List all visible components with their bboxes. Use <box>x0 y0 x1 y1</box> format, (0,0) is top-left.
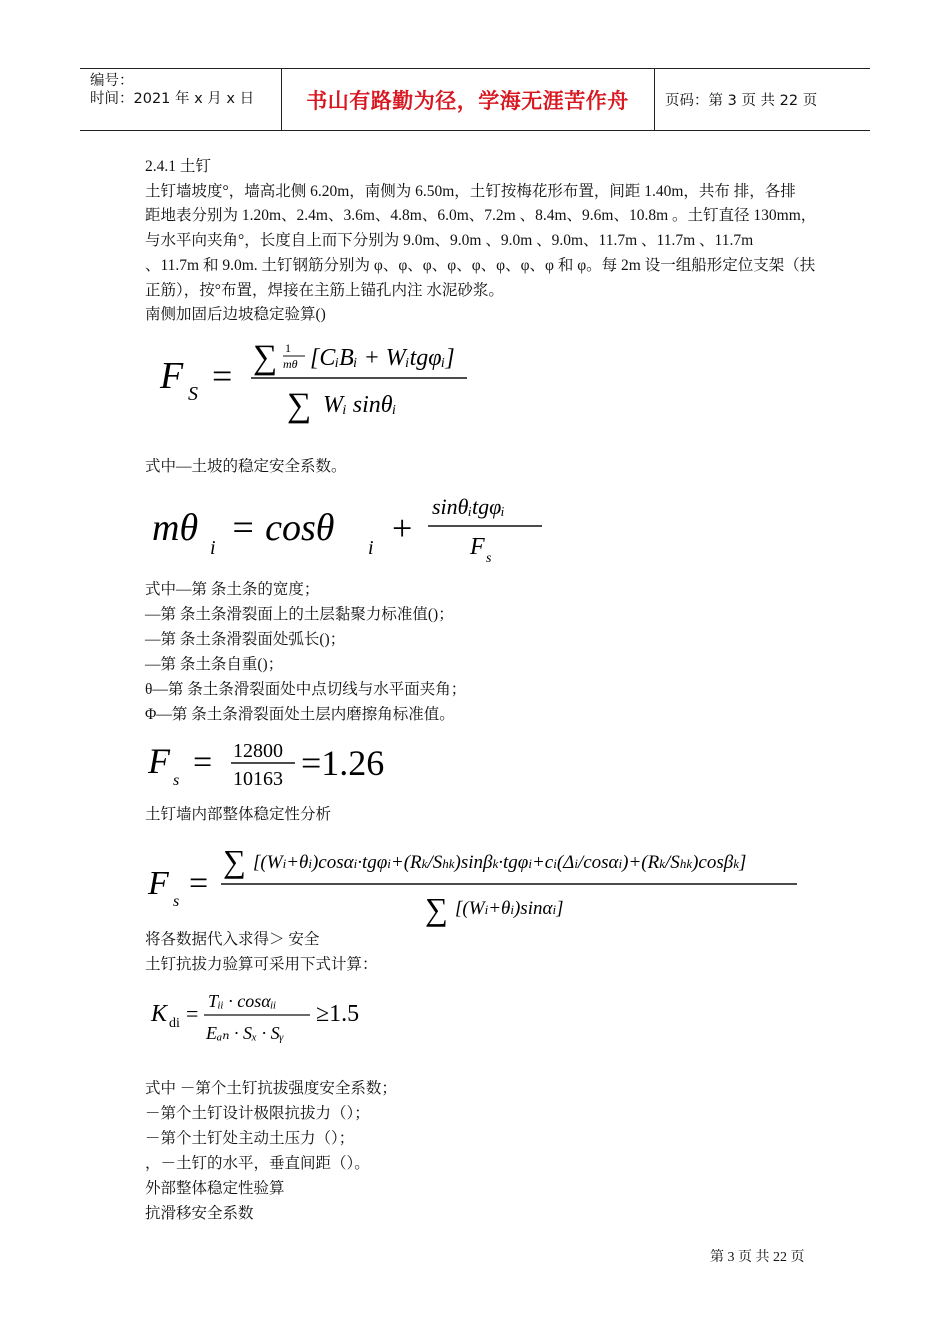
date-label: 时间：2021 年 x 月 x 日 <box>90 91 255 107</box>
def-line-6: Φ—第 条土条滑裂面处土层内磨擦角标准值。 <box>145 706 455 723</box>
internal-analysis: 土钉墙内部整体稳定性分析 <box>145 806 332 823</box>
f1-m: mθ <box>283 357 298 371</box>
formula-fs-bishop <box>155 330 485 430</box>
f5-den: Eₐₙ · Sₓ · Sᵧ <box>206 1023 284 1043</box>
svg-text:=: = <box>189 865 209 902</box>
f1-eq: = <box>212 356 233 396</box>
pullout-def-2: －第个土钉设计极限抗拔力（）； <box>145 1105 370 1122</box>
header-motto-cell <box>281 69 655 130</box>
f1-one: 1 <box>285 341 291 355</box>
f5-lhs: K <box>151 1001 168 1027</box>
svg-text:[(Wi+θi)cosαi·tgφi+(Rk/Shk)sin: [(Wi+θi)cosαi·tgφi+(Rk/Shk)sinβk·tgφi+ci(Δi/cosαi)+(Rk/Shk)cosβk] <box>253 852 747 873</box>
section-title: 2.4.1 土钉 <box>145 158 211 175</box>
def-line-2: —第 条土条滑裂面上的土层黏聚力标准值()； <box>145 606 454 623</box>
page-footer: 第 3 页 共 22 页 <box>710 1250 805 1265</box>
svg-text:=: = <box>186 1001 199 1026</box>
pullout-def-1: 式中 －第个土钉抗拔强度安全系数； <box>145 1080 397 1097</box>
f2-den: F <box>470 534 485 560</box>
svg-text:∑: ∑ <box>223 843 246 879</box>
f3-lhs: F <box>148 741 170 781</box>
para1-line2: 距地表分别为 1.20m、2.4m、3.6m、4.8m、6.0m、7.2m 、8.4m、9.6m、10.8m 。土钉直径 130mm， <box>145 207 817 224</box>
def-line-1: 式中—第 条土条的宽度； <box>145 581 320 598</box>
f5-rhs: ≥1.5 <box>316 1001 360 1027</box>
f5-num: Tᵢᵢ · cosαᵢᵢ <box>208 991 277 1011</box>
formula-m-theta <box>150 488 550 570</box>
svg-text:F: F <box>148 865 169 902</box>
page-label: 页码：第 3 页 共 22 页 <box>665 93 818 109</box>
motto: 书山有路勤为径，学海无涯苦作舟 <box>306 88 629 113</box>
f1-sub: S <box>188 383 198 405</box>
sum-symbol-icon: ∑ <box>287 387 312 424</box>
formula-fs-result <box>145 735 425 797</box>
sum-symbol-icon: ∑ <box>253 339 278 376</box>
para1-line5: 正筋），按°布置，焊接在主筋上锚孔内注 水泥砂浆。 <box>145 282 504 299</box>
f2-plus: + <box>392 508 413 548</box>
formula-fs-internal <box>145 828 810 928</box>
def-line-3: —第 条土条滑裂面处弧长()； <box>145 631 346 648</box>
f2-den-sub: s <box>486 551 492 566</box>
f3-result: =1.26 <box>301 743 385 783</box>
f1-num: [CᵢBᵢ + Wᵢtgφᵢ] <box>310 345 455 371</box>
substitute-line: 将各数据代入求得＞ 安全 <box>145 931 320 948</box>
pullout-def-3: －第个土钉处主动土压力（）； <box>145 1130 355 1147</box>
f2-sub: i <box>210 537 216 559</box>
f1-den: Wᵢ sinθᵢ <box>323 392 397 418</box>
f2-mid: = cosθ <box>230 507 335 549</box>
where-line-1: 式中—土坡的稳定安全系数。 <box>145 458 347 475</box>
svg-text:∑: ∑ <box>425 891 448 927</box>
page-header <box>80 68 870 131</box>
def-line-4: —第 条土条自重()； <box>145 656 284 673</box>
svg-text:s: s <box>173 772 180 789</box>
f3-num: 12800 <box>233 740 283 762</box>
south-check-heading: 南侧加固后边坡稳定验算() <box>145 306 326 323</box>
para1-line3: 与水平向夹角°，长度自上而下分别为 9.0m、9.0m 、9.0m 、9.0m、11.7m 、11.7m 、11.7m <box>145 232 754 249</box>
external-check: 外部整体稳定性验算 <box>145 1180 285 1197</box>
f1-lhs: F <box>160 355 184 397</box>
number-label: 编号： <box>90 73 134 89</box>
header-page <box>655 69 870 130</box>
para1-line4: 、11.7m 和 9.0m. 土钉钢筋分别为 φ、φ、φ、φ、φ、φ、φ、φ 和 φ。每 2m 设一组船形定位支架（扶 <box>145 257 816 274</box>
pullout-def-4: ，－土钉的水平，垂直间距（）。 <box>145 1155 370 1172</box>
para1-line1: 土钉墙坡度°，墙高北侧 6.20m，南侧为 6.50m，土钉按梅花形布置，间距 1.40m，共布 排，各排 <box>145 183 796 200</box>
f5-sub: di <box>169 1016 180 1031</box>
svg-text:i: i <box>368 537 374 559</box>
def-line-5: θ—第 条土条滑裂面处中点切线与水平面夹角； <box>145 681 467 698</box>
anti-slide-factor: 抗滑移安全系数 <box>145 1205 254 1222</box>
pullout-intro: 土钉抗拔力验算可采用下式计算： <box>145 956 378 973</box>
formula-kdi <box>148 985 388 1051</box>
f3-den: 10163 <box>233 768 283 790</box>
header-meta <box>80 69 282 130</box>
f2-lhs: mθ <box>152 507 199 549</box>
svg-text:[(Wi+θi)sinαi]: [(Wi+θi)sinαi] <box>455 898 564 919</box>
svg-text:s: s <box>173 893 180 910</box>
f2-num: sinθᵢtgφᵢ <box>432 494 505 519</box>
svg-text:=: = <box>193 744 213 781</box>
